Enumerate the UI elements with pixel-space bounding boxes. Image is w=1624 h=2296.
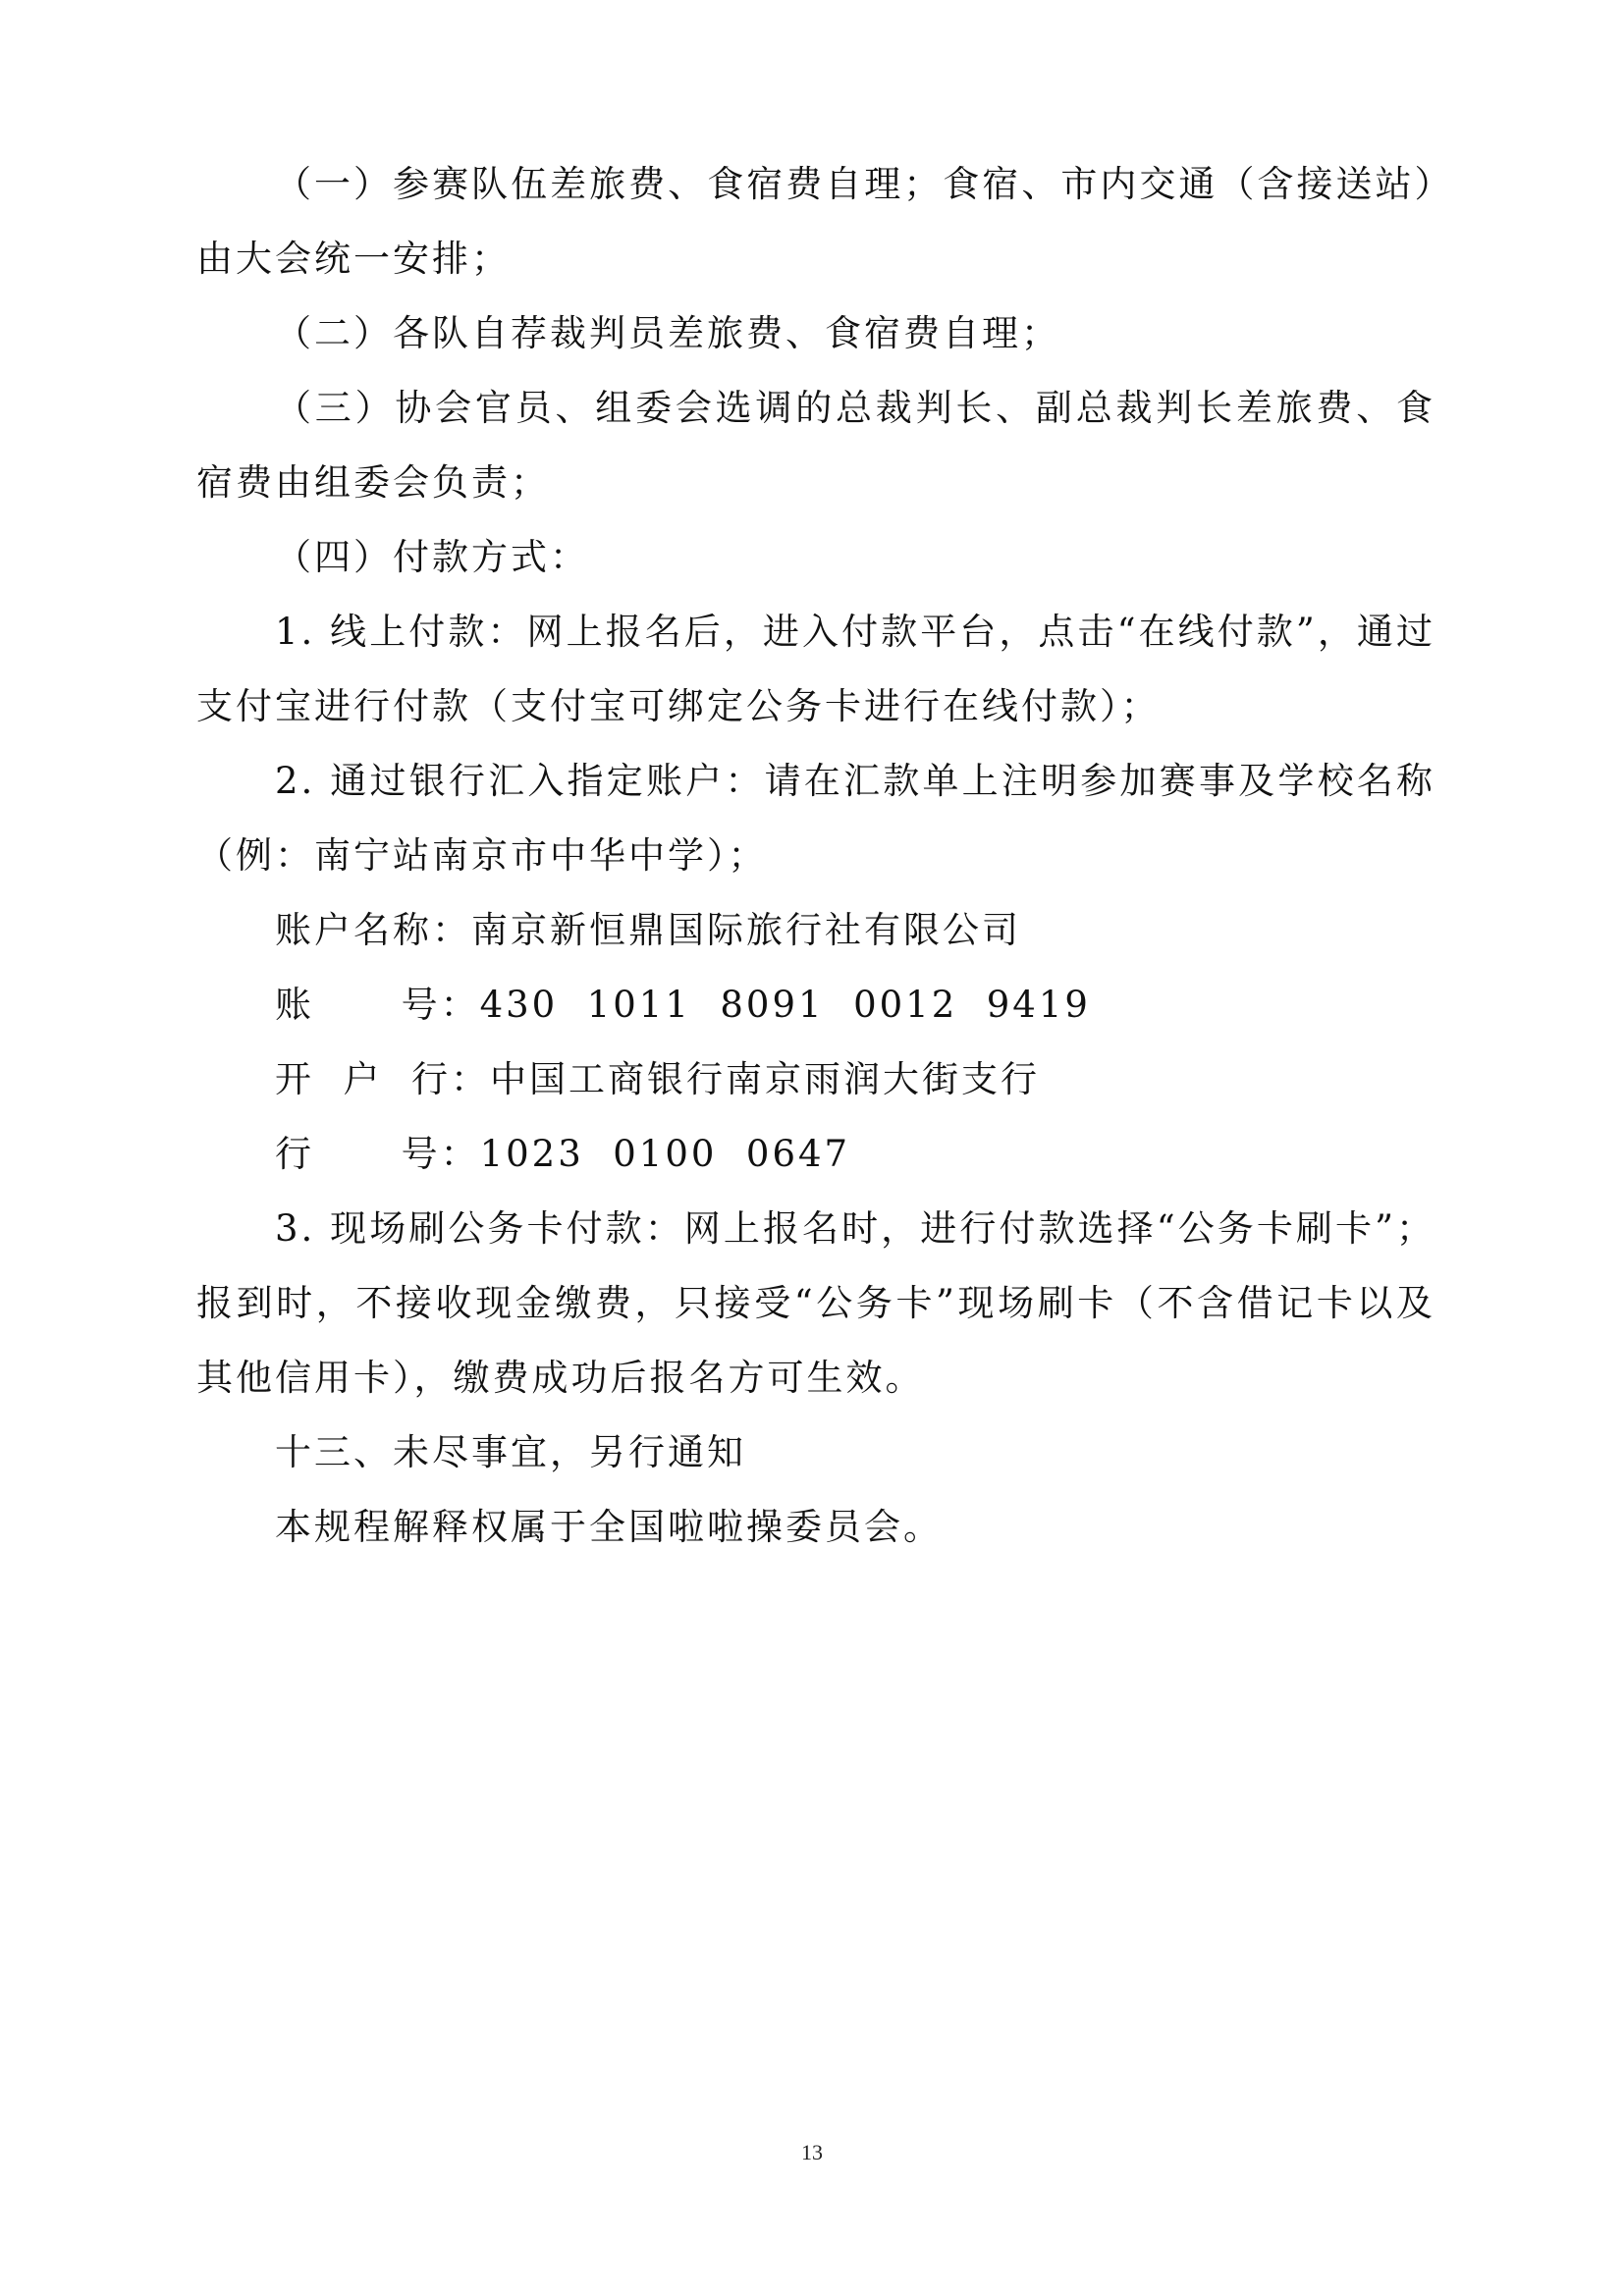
paragraph-interpretation: 本规程解释权属于全国啦啦操委员会。 bbox=[275, 1506, 943, 1548]
paragraph-official-expenses: （三）协会官员、组委会选调的总裁判长、副总裁判长差旅费、食宿费由组委会负责； bbox=[196, 387, 1435, 504]
paragraph-accommodation: （一）参赛队伍差旅费、食宿费自理；食宿、市内交通（含接送站）由大会统一安排； bbox=[196, 163, 1435, 280]
paragraph-card-payment: 3. 现场刷公务卡付款：网上报名时，进行付款选择“公务卡刷卡”；报到时，不接收现金缴费，只接受“公务卡”现场刷卡（不含借记卡以及其他信用卡），缴费成功后报名方可生效。 bbox=[196, 1207, 1435, 1399]
account-number: 账 号：430 1011 8091 0012 9419 bbox=[275, 984, 1091, 1026]
paragraph-online-payment: 1. 线上付款：网上报名后，进入付款平台，点击“在线付款”，通过支付宝进行付款（支付宝可绑定公务卡进行在线付款）； bbox=[196, 611, 1435, 727]
account-name: 账户名称：南京新恒鼎国际旅行社有限公司 bbox=[275, 909, 1021, 951]
paragraph-referee-expenses: （二）各队自荐裁判员差旅费、食宿费自理； bbox=[275, 312, 1060, 354]
paragraph-payment-methods: （四）付款方式： bbox=[275, 536, 589, 578]
account-bank-code: 行 号：1023 0100 0647 bbox=[275, 1133, 851, 1175]
page-number: 13 bbox=[801, 2140, 823, 2164]
document-body bbox=[196, 147, 1435, 1565]
section-heading-13: 十三、未尽事宜，另行通知 bbox=[275, 1431, 746, 1473]
paragraph-bank-transfer: 2. 通过银行汇入指定账户：请在汇款单上注明参加赛事及学校名称（例：南宁站南京市中华中学）； bbox=[196, 760, 1435, 877]
account-bank: 开 户 行：中国工商银行南京雨润大街支行 bbox=[275, 1058, 1041, 1100]
account-details bbox=[196, 893, 1435, 1192]
